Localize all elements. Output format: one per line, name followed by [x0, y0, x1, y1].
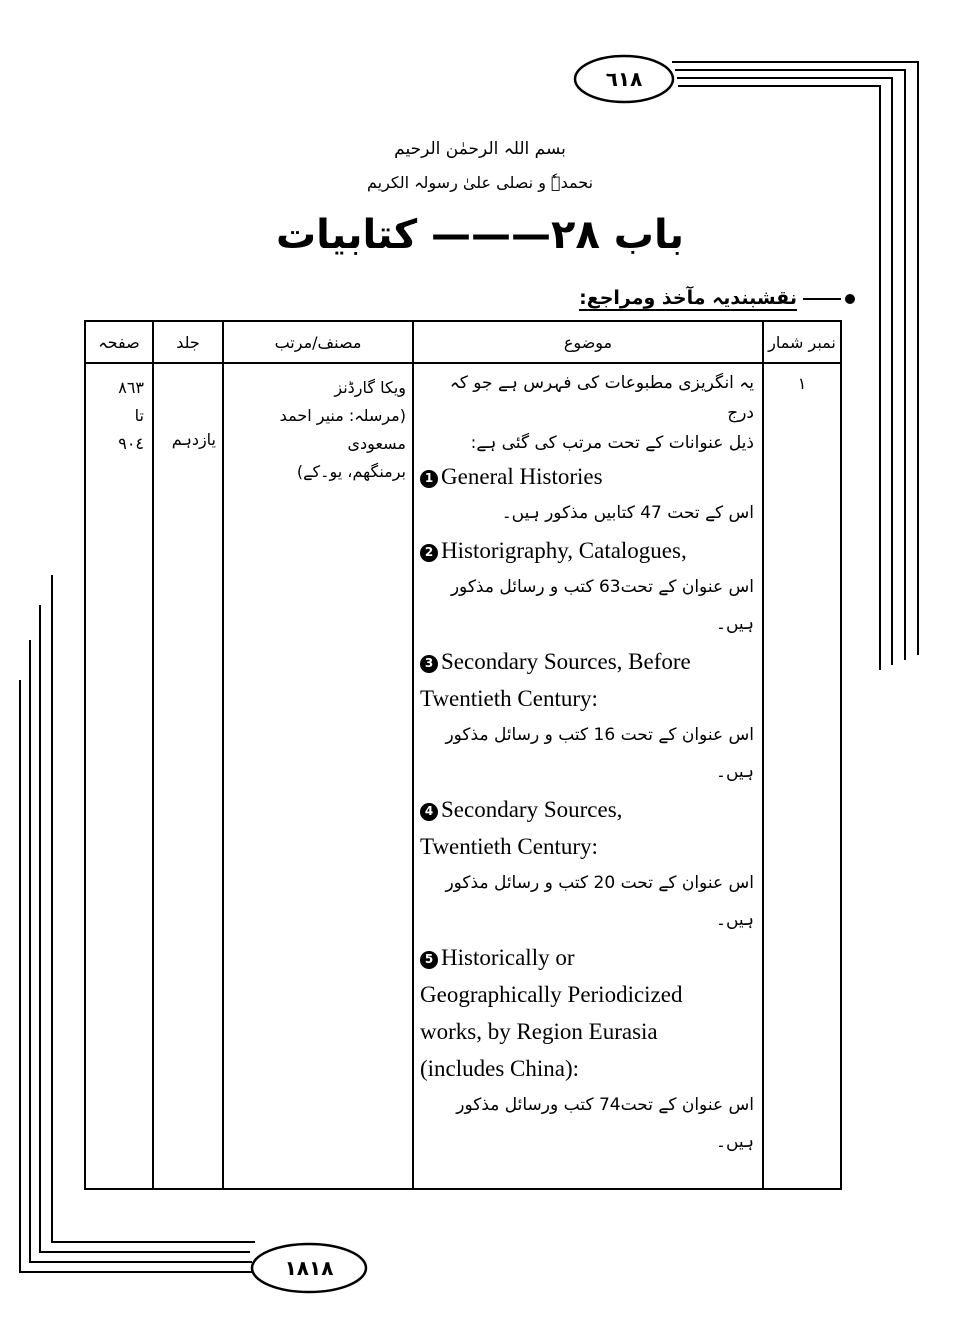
serial-value: ١	[797, 374, 807, 393]
cell-volume	[153, 363, 223, 1189]
number-4-icon: 4	[420, 803, 438, 821]
bismillah: بسم اللہ الرحمٰن الرحیم	[394, 139, 566, 159]
cell-page	[85, 363, 153, 1189]
heading-dash	[803, 298, 841, 300]
entry-1-note: اس کے تحت 47 کتابیں مذکور ہیں۔	[501, 503, 754, 523]
section-heading	[460, 282, 855, 316]
entry-5-note: ہیں۔	[716, 1132, 754, 1152]
entry-4-note: ہیں۔	[716, 910, 754, 930]
page-to: ٩٠٤	[118, 434, 144, 453]
cell-serial	[763, 363, 841, 1189]
salutation: نحمدہٗ و نصلی علیٰ رسولہ الکریم	[366, 173, 594, 192]
number-5-icon: 5	[420, 951, 438, 969]
bottom-page-number: ١٨١٨	[284, 1256, 334, 1280]
bullet-icon	[845, 294, 855, 304]
header-author: مصنف/مرتب	[223, 321, 413, 363]
header-subject: موضوع	[413, 321, 763, 363]
header-page: صفحہ	[85, 321, 153, 363]
author-sender: (مرسلہ: منیر احمد مسعودی	[279, 406, 406, 453]
number-3-icon: 3	[420, 655, 438, 673]
entry-4-note: اس عنوان کے تحت 20 کتب و رسائل مذکور	[445, 873, 754, 893]
author-name: ویکا گارڈنز	[334, 378, 406, 397]
cell-subject	[413, 363, 763, 1189]
header-serial: نمبر شمار	[763, 321, 841, 363]
entry-5-title-cont: works, by Region Eurasia	[420, 1019, 658, 1044]
number-2-icon: 2	[420, 544, 438, 562]
top-page-number: ٦١٨	[605, 67, 643, 91]
author-location: برمنگھم، یو۔کے)	[296, 462, 406, 481]
chapter-title: باب ۲۸——— کتابیات	[275, 212, 685, 258]
entry-3-note: ہیں۔	[716, 762, 754, 782]
entry-5-note: اس عنوان کے تحت74 کتب ورسائل مذکور	[456, 1095, 754, 1115]
table-row	[85, 363, 841, 1189]
entry-3-note: اس عنوان کے تحت 16 کتب و رسائل مذکور	[445, 725, 754, 745]
number-1-icon: 1	[420, 470, 438, 488]
entry-2-title: 2 Historigraphy, Catalogues,	[420, 532, 754, 569]
cell-author	[223, 363, 413, 1189]
subject-intro-line: یہ انگریزی مطبوعات کی فہرس ہے جو کہ درج	[449, 373, 754, 423]
bibliography-table	[84, 320, 842, 1190]
entry-4-title: 4 Secondary Sources,	[420, 791, 754, 828]
table-header-row	[85, 321, 841, 363]
header-volume: جلد	[153, 321, 223, 363]
subject-intro-line: ذیل عنوانات کے تحت مرتب کی گئی ہے:	[470, 433, 754, 453]
page-to-word: تا	[134, 406, 144, 425]
entry-3-title-cont: Twentieth Century:	[420, 686, 598, 711]
entry-1-title: 1 General Histories	[420, 458, 754, 495]
volume-value: یازدہم	[171, 430, 216, 449]
entry-5-title-cont: (includes China):	[420, 1056, 580, 1081]
page-from: ٨٦٣	[118, 378, 144, 397]
entry-5-title-cont: Geographically Periodicized	[420, 982, 683, 1007]
entry-2-note: اس عنوان کے تحت63 کتب و رسائل مذکور	[450, 577, 754, 597]
entry-5-title: 5 Historically or	[420, 939, 754, 976]
entry-2-note: ہیں۔	[716, 614, 754, 634]
entry-4-title-cont: Twentieth Century:	[420, 834, 598, 859]
entry-3-title: 3 Secondary Sources, Before	[420, 643, 754, 680]
section-heading-text: نقشبندیہ مآخذ ومراجع:	[579, 287, 797, 309]
